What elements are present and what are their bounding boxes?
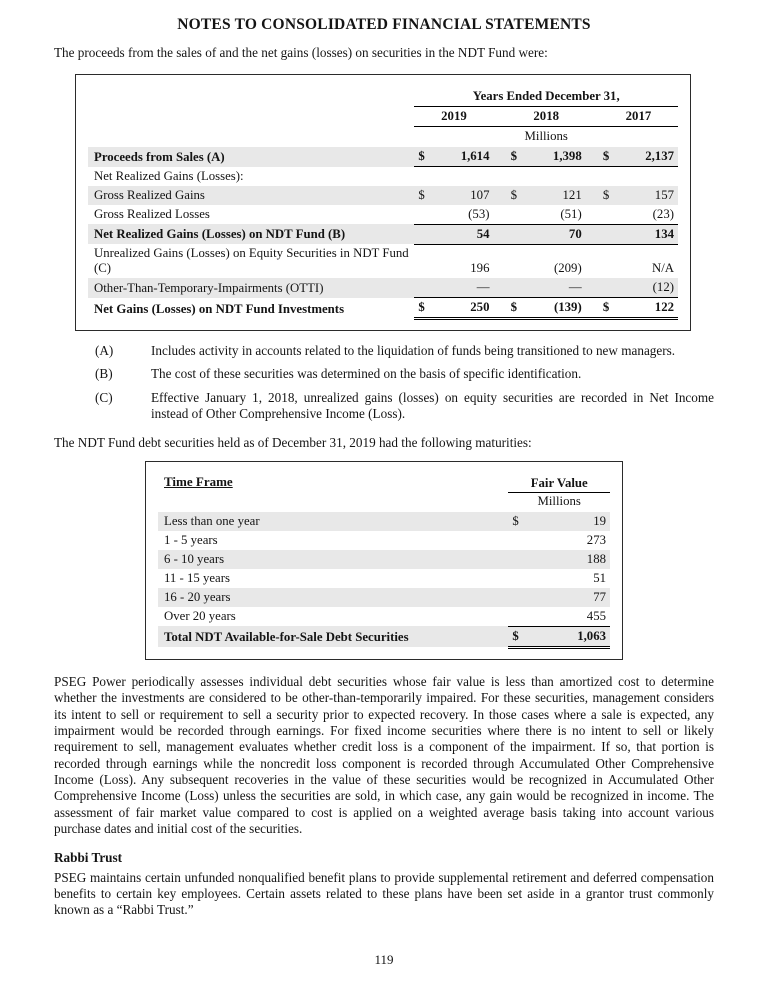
row-label: 16 - 20 years [158,588,508,607]
year-2018-header: 2018 [507,107,586,127]
row-value: 70 [523,224,586,244]
dollar-sign: $ [414,147,430,167]
row-label: Net Realized Gains (Losses): [94,168,244,183]
row-value: 1,398 [523,147,586,167]
row-value: 273 [586,532,606,547]
time-frame-header: Time Frame [164,474,233,490]
row-value: 157 [615,186,678,205]
maturities-intro-text: The NDT Fund debt securities held as of December 31, 2019 had the following maturities: [54,435,532,451]
table-row [88,205,678,225]
table-row [158,550,610,569]
row-value: 122 [615,298,678,319]
rabbi-trust-paragraph: PSEG maintains certain unfunded nonqualified benefit plans to provide supplemental retirement and deferred compensation benefits to certain key employees. Certain assets related to these plans have been set aside in a grantor trust commonly known as a “Rabbi Trust.” [54,869,714,918]
table-row [158,512,610,531]
dollar-sign: $ [599,186,615,205]
intro-text: The proceeds from the sales of and the net gains (losses) on securities in the NDT Fund were: [54,45,548,60]
row-label: Net Gains (Losses) on NDT Fund Investments [94,301,345,316]
otti-paragraph: PSEG Power periodically assesses individual debt securities whose fair value is less than amortized cost to determine whether the investments are considered to be other-than-temporarily impaired. For these securities, management considers its intent to sell or requirement to sell a security prior to expected recovery. In those cases where a sale is expected, any impairment would be recorded through earnings. For fixed income securities where there is no intent to sell or likely requirement to sell, management evaluates whether credit loss is a component of the impairment. If so, that portion is recorded through earnings while the noncredit loss component is recorded through Accumulated Other Comprehensive Income (Loss). Any subsequent recoveries in the value of these securities would be recognized in Accumulated Other Comprehensive Income (Loss) unless the securities are sold, in which case, any gain would be recognized in income. The assessment of fair market value compared to cost is applied on a weighted average basis taking into account various purchase dates and initial cost of the securities. [54,673,714,837]
fair-value-header: Fair Value [508,472,610,492]
table-row [88,244,678,278]
table-row [158,588,610,607]
row-value: 188 [531,550,610,569]
page-number: 119 [374,952,394,967]
row-value: (209) [554,261,582,275]
dollar-sign: $ [508,512,531,531]
row-label: Over 20 years [164,609,236,624]
ndt-fund-table [75,74,691,331]
dollar-sign: $ [599,147,615,167]
maturities-table [145,461,623,660]
row-label: Gross Realized Losses [94,207,210,221]
row-value: 1,614 [431,147,494,167]
row-value: (139) [523,298,586,319]
footnotes [95,343,714,422]
row-value: 121 [523,186,586,205]
row-label: 11 - 15 years [164,570,230,585]
dollar-sign: $ [507,147,523,167]
table-row [88,147,678,167]
row-value: 51 [593,570,606,585]
years-ended-header: Years Ended December 31, [414,87,678,107]
row-value: (53) [431,205,494,225]
row-value: — [523,278,586,298]
row-label: 6 - 10 years [158,550,508,569]
table-unit-row [88,127,678,148]
page-title: NOTES TO CONSOLIDATED FINANCIAL STATEMENTS [177,16,591,33]
footnote-marker: (B) [95,366,113,382]
row-label: Total NDT Available-for-Sale Debt Securities [158,626,508,647]
table-row [158,531,610,550]
maturities-table-grid [158,472,610,649]
dollar-sign: $ [414,186,430,205]
year-2017-header: 2017 [599,107,678,127]
row-label: Unrealized Gains (Losses) on Equity Securities in NDT Fund (C) [94,246,409,275]
table-row [158,569,610,588]
footnote-marker: (C) [95,389,113,405]
row-value: — [431,278,494,298]
table-row [88,167,678,186]
dollar-sign: $ [507,298,523,319]
table-row [88,298,678,319]
table-row [88,278,678,298]
row-value: 455 [586,608,606,623]
footnote-a [95,343,714,359]
rabbi-trust-heading: Rabbi Trust [54,849,123,865]
table-row [158,626,610,647]
row-label: Net Realized Gains (Losses) on NDT Fund (B) [88,224,414,244]
millions-label: Millions [524,129,568,143]
dollar-sign: $ [414,298,430,319]
row-value: (12) [615,278,678,298]
year-2019-header: 2019 [414,107,493,127]
row-value: 54 [431,224,494,244]
row-value: 2,137 [615,147,678,167]
ndt-fund-table-grid [88,87,678,320]
table-row [158,607,610,627]
dollar-sign: $ [599,298,615,319]
row-label: 1 - 5 years [164,532,218,547]
table-year-row [88,107,678,127]
row-value: 134 [615,224,678,244]
footnote-c [95,390,714,423]
row-value: 19 [531,512,610,531]
table-row [88,224,678,244]
footnote-marker: (A) [95,343,114,358]
millions-label: Millions [537,493,581,508]
table-row [88,186,678,205]
row-label: Proceeds from Sales (A) [88,147,414,167]
table-header-row [158,472,610,492]
row-label: Gross Realized Gains [88,186,414,205]
row-value: 1,063 [531,626,610,647]
row-value: 107 [431,186,494,205]
footnote-text: Includes activity in accounts related to the liquidation of funds being transitioned to new managers. [151,343,676,358]
row-label: Less than one year [158,512,508,531]
row-value: 250 [431,298,494,319]
table-header-row [88,87,678,107]
footnote-text: Effective January 1, 2018, unrealized gains (losses) on equity securities are recorded in Net Income instead of Other Comprehensive Income (Loss). [151,389,714,422]
row-label: Other-Than-Temporary-Impairments (OTTI) [88,278,414,298]
footnote-b [95,366,714,382]
row-value: (23) [615,205,678,225]
dollar-sign: $ [507,186,523,205]
row-value: (51) [523,205,586,225]
row-value: N/A [651,261,674,275]
footnote-text: The cost of these securities was determined on the basis of specific identification. [151,366,582,382]
table-unit-row [158,492,610,512]
row-value: 196 [470,261,490,275]
row-value: 77 [531,588,610,607]
dollar-sign: $ [508,626,531,647]
